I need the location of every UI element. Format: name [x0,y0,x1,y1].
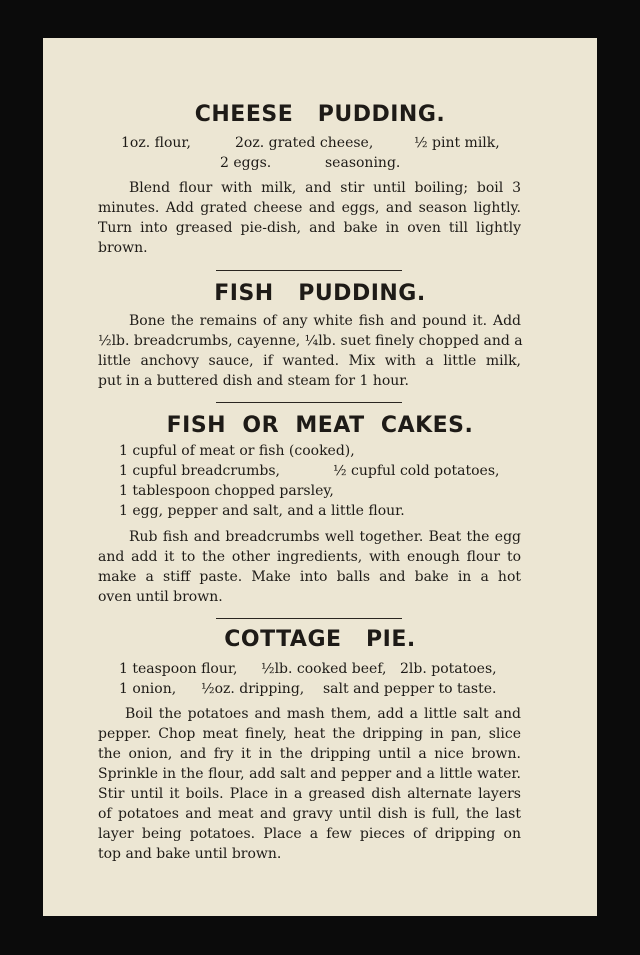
ingredient-flour: 1oz. flour, [121,135,191,151]
cheese-method-line: minutes. Add grated cheese and eggs, and season lightly. [98,200,521,216]
pie-method-line: Sprinkle in the flour, add salt and pepper and a little water. [98,766,521,782]
pie-ingredient: ½lb. cooked beef, [261,661,387,677]
ingredient-cheese: 2oz. grated cheese, [235,135,374,151]
fish-method-line: ½lb. breadcrumbs, cayenne, ¼lb. suet finely chopped and a [98,333,523,349]
fish-meat-cakes-heading: FISH OR MEAT CAKES. [166,413,474,438]
cakes-ingredient: 1 tablespoon chopped parsley, [119,483,334,499]
cakes-method-line: make a stiff paste. Make into balls and bake in a hot [98,569,521,585]
cakes-method-line: Rub fish and breadcrumbs well together. Beat the egg [129,529,521,545]
pie-ingredient: 1 onion, [119,681,177,697]
cakes-method-line: oven until brown. [98,589,223,605]
section-divider [216,402,402,403]
pie-method-line: of potatoes and meat and gravy until dish is full, the last [98,806,521,822]
pie-method-line: the onion, and fry it in the dripping until a nice brown. [98,746,521,762]
cheese-method-line: Turn into greased pie-dish, and bake in oven till lightly [98,220,521,236]
pie-method-line: layer being potatoes. Place a few pieces of dripping on [98,826,521,842]
pie-method-line: top and bake until brown. [98,846,282,862]
ingredient-seasoning: seasoning. [325,155,401,171]
cakes-ingredient: ½ cupful cold potatoes, [333,463,500,479]
fish-method-line: Bone the remains of any white fish and pound it. Add [129,313,521,329]
cakes-ingredient: 1 cupful of meat or fish (cooked), [119,443,355,459]
pie-ingredient: 2lb. potatoes, [400,661,497,677]
ingredient-milk: ½ pint milk, [414,135,500,151]
fish-pudding-heading: FISH PUDDING. [214,281,426,306]
cakes-ingredient: 1 cupful breadcrumbs, [119,463,280,479]
ingredient-eggs: 2 eggs. [220,155,272,171]
pie-method-line: pepper. Chop meat finely, heat the dripping in pan, slice [98,726,521,742]
pie-method-line: Boil the potatoes and mash them, add a little salt and [125,706,521,722]
pie-ingredient: 1 teaspoon flour, [119,661,238,677]
recipe-page [43,38,597,916]
cheese-pudding-heading: CHEESE PUDDING. [194,102,446,127]
pie-method-line: Stir until it boils. Place in a greased dish alternate layers [98,786,521,802]
cheese-method-line: Blend flour with milk, and stir until boiling; boil 3 [129,180,521,196]
fish-method-line: little anchovy sauce, if wanted. Mix with a little milk, [98,353,521,369]
cottage-pie-heading: COTTAGE PIE. [224,627,416,652]
pie-ingredient: salt and pepper to taste. [323,681,497,697]
section-divider [216,270,402,271]
pie-ingredient: ½oz. dripping, [201,681,305,697]
section-divider [216,618,402,619]
cakes-method-line: and add it to the other ingredients, with enough flour to [98,549,521,565]
fish-method-line: put in a buttered dish and steam for 1 hour. [98,373,409,389]
cheese-method-line: brown. [98,240,148,256]
cakes-ingredient: 1 egg, pepper and salt, and a little flour. [119,503,405,519]
